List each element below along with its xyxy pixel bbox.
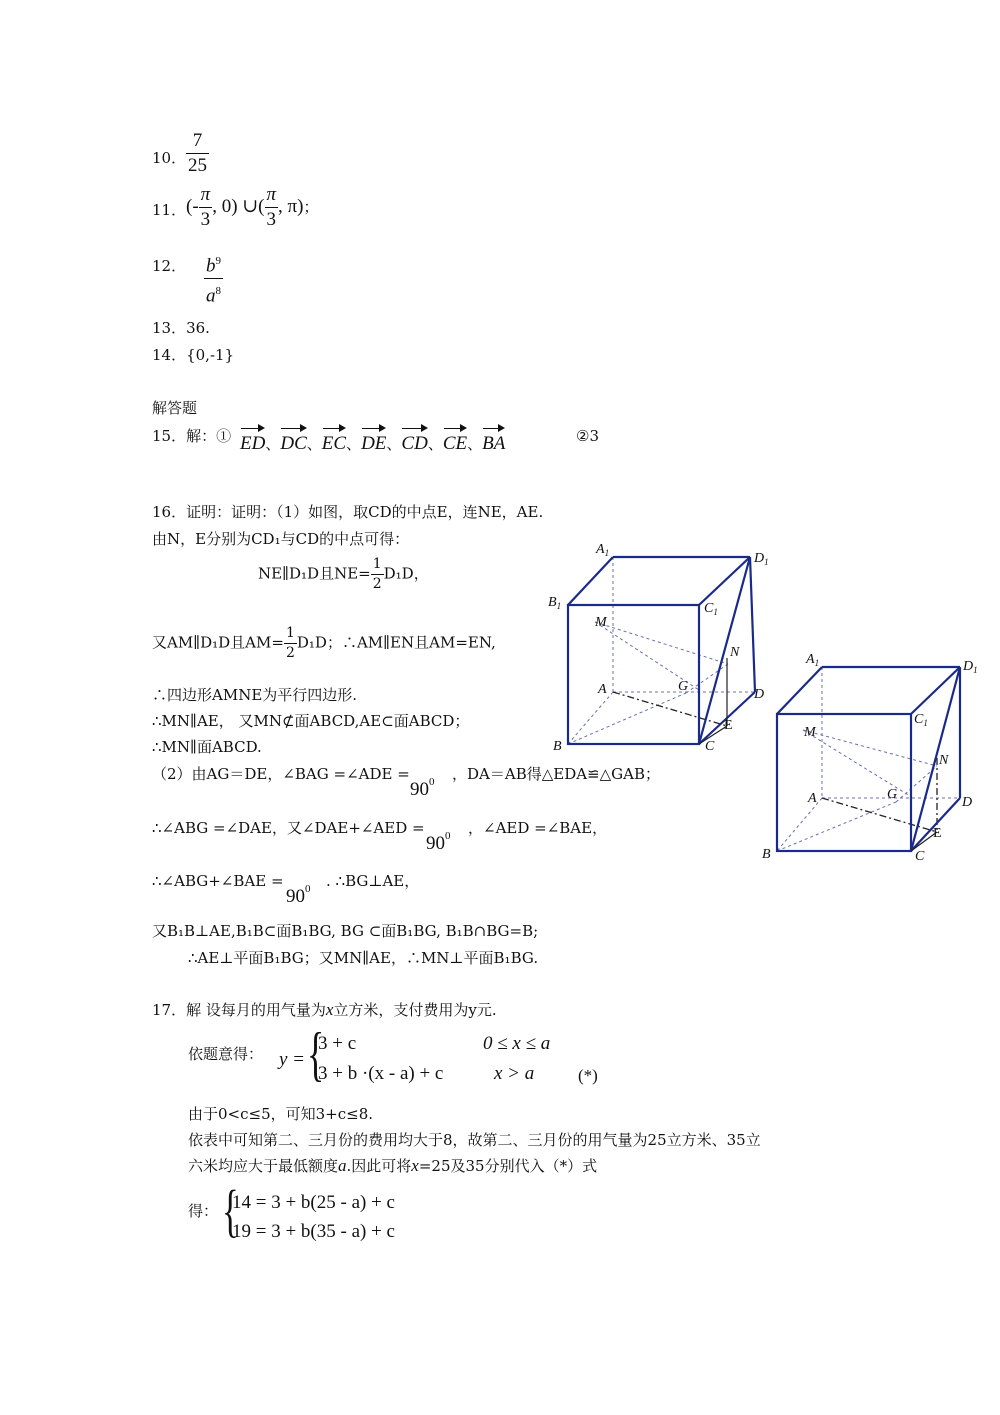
deg-sup: 0 [445,830,451,842]
q17-line5 [188,1156,597,1176]
q17-line5-c: =25及35分别代入（*）式 [418,1157,598,1175]
q17-y-eq: y = [279,1049,306,1070]
deg-sup: 0 [429,776,435,788]
q16-line4-b: D₁D；∴AM∥EN且AM=EN, [296,633,496,652]
q17-line1-b: 立方米，支付费用为y元. [333,1001,497,1019]
cube-figure-1 [540,540,780,760]
q12-number: 12． [152,257,187,275]
q16-line3-a: NE∥D₁D且NE= [258,564,371,583]
deg-sup: 0 [305,883,311,895]
label-A1: $A_1$ [806,652,820,668]
vector-de: DE [361,424,386,454]
q16-line10b: . ∴BG⊥AE， [326,872,420,890]
label-A: A [808,791,817,806]
vector-ed: ED [240,424,265,454]
label-C: C [705,739,715,754]
section-title: 解答题 [152,399,198,417]
label-D1: $D_1$ [754,551,769,567]
q17-case2-cond: x > a [494,1063,535,1084]
q11-mid2: , π) [278,195,304,217]
q17-case1-expr: 3 + c [318,1033,357,1054]
q17-line3: 由于0<c≤5，可知3+c≤8. [188,1105,374,1123]
q12-denom: a [206,285,216,307]
vector-ce: CE [443,424,467,454]
q16-line3 [258,556,429,593]
label-A: A [598,682,607,697]
q16-line4-a: 又AM∥D₁D且AM= [152,633,284,652]
sep: 、 [467,435,483,453]
brace-icon: { [307,1021,325,1087]
vector-dc: DC [280,424,306,454]
q16-line4-num: 1 [285,625,295,641]
q16-line2: 由N，E分别为CD₁与CD的中点可得： [152,530,410,548]
q17-line6: 得： [188,1202,219,1220]
q16-line9b: ，∠AED =∠BAE， [468,819,608,837]
q11-pi1: π [200,184,211,205]
q12-denom-exp: 8 [215,285,221,298]
deg-value: 90 [426,833,445,854]
vector-ba: BA [482,424,505,454]
label-M: M [595,615,607,630]
q11-tail: ； [303,199,319,216]
q12-numer: b [206,255,216,277]
label-G: G [678,679,689,694]
q17-eq2: 19 = 3 + b(35 - a) + c [232,1221,395,1242]
q14-answer: 14．{0,-1} [152,346,235,364]
q10-denominator: 25 [188,155,207,176]
label-E: E [724,718,733,733]
label-C1: $C_1$ [704,601,718,617]
q15-label: 15．解：① [152,427,232,445]
label-C: C [915,849,925,864]
q17-line5-b: .因此可将 [346,1157,412,1175]
q16-line7: ∴MN∥面ABCD. [152,738,262,756]
q16-line11: 又B₁B⊥AE,B₁B⊂面B₁BG, BG ⊂面B₁BG, B₁B∩BG=B; [152,922,539,940]
label-E: E [933,826,942,841]
q15-part2: ②3 [576,427,599,445]
cube-figure-2 [750,650,990,870]
label-N: N [939,753,949,768]
q16-line10a: ∴∠ABG+∠BAE = [152,872,284,890]
label-D1: $D_1$ [963,659,978,675]
q17-var-x2: x [411,1156,419,1175]
q17-star: (*) [578,1066,598,1085]
q10-numerator: 7 [192,130,203,151]
label-D: D [754,687,765,702]
q16-line3-num: 1 [372,556,382,572]
label-D: D [962,795,973,810]
q16-line12: ∴AE⊥平面B₁BG；又MN∥AE，∴MN⊥平面B₁BG. [188,949,539,967]
q15-vectors [240,424,505,454]
q16-line4-den: 2 [285,645,295,661]
label-A1: $A_1$ [596,542,610,558]
sep: 、 [427,435,443,453]
q17-line4: 依表中可知第二、三月份的费用均大于8，故第二、三月份的用气量为25立方米、35立 [188,1131,761,1149]
q16-angle-90-a [410,776,435,801]
label-C1: $C_1$ [914,712,928,728]
q17-case1-cond: 0 ≤ x ≤ a [483,1033,551,1054]
label-B1: $B_1$ [548,595,562,611]
q17-case2-expr: 3 + b ·(x - a) + c [318,1063,444,1084]
q17-line2: 依题意得： [188,1045,264,1063]
q11-mid1: , 0) ∪( [212,195,265,217]
sep: 、 [386,435,402,453]
q17-line1-a: 17．解 设每月的用气量为 [152,1001,326,1019]
label-M: M [804,725,816,740]
q13-answer: 13．36. [152,319,210,337]
q16-angle-90-b [426,830,451,855]
q16-line5: ∴四边形AMNE为平行四边形. [152,686,358,704]
q17-line1 [152,1000,497,1020]
q11-expression [186,184,318,231]
q11-open: (- [186,195,199,217]
q11-three2: 3 [265,207,279,231]
q11-pi2: π [266,184,277,205]
q11-number: 11． [152,201,187,219]
q16-line3-den: 2 [372,576,382,592]
deg-value: 90 [410,779,429,800]
brace-icon-2: { [222,1178,239,1243]
q12-fraction [204,250,223,308]
sep: 、 [265,435,281,453]
label-N: N [730,645,740,660]
q17-eq1: 14 = 3 + b(25 - a) + c [232,1192,395,1213]
deg-value: 90 [286,886,305,907]
q17-line5-a: 六米均应大于最低额度 [188,1157,339,1175]
q16-line6: ∴MN∥AE， 又MN⊄面ABCD,AE⊂面ABCD； [152,712,470,730]
q11-three1: 3 [199,207,213,231]
q16-angle-90-c [286,883,311,908]
label-G: G [887,787,898,802]
q17-var-a: a [338,1156,347,1175]
vector-cd: CD [401,424,427,454]
sep: 、 [346,435,362,453]
q10-fraction [186,130,209,177]
sep: 、 [306,435,322,453]
q12-numer-exp: 9 [215,255,221,267]
label-B: B [762,847,771,862]
vector-ec: EC [322,424,346,454]
q16-line9a: ∴∠ABG =∠DAE，又∠DAE+∠AED = [152,819,425,837]
q17-var-x: x [325,1000,334,1019]
q16-line3-b: D₁D， [383,564,429,583]
q16-line8b: ，DA＝AB得△EDA≌△GAB； [452,765,661,783]
q16-line4 [152,625,496,662]
q10-number: 10． [152,149,187,167]
q16-line1: 16．证明：证明：（1）如图，取CD的中点E，连NE，AE. [152,503,544,521]
q16-line8a: （2）由AG＝DE，∠BAG =∠ADE = [152,765,410,783]
label-B: B [553,739,562,754]
